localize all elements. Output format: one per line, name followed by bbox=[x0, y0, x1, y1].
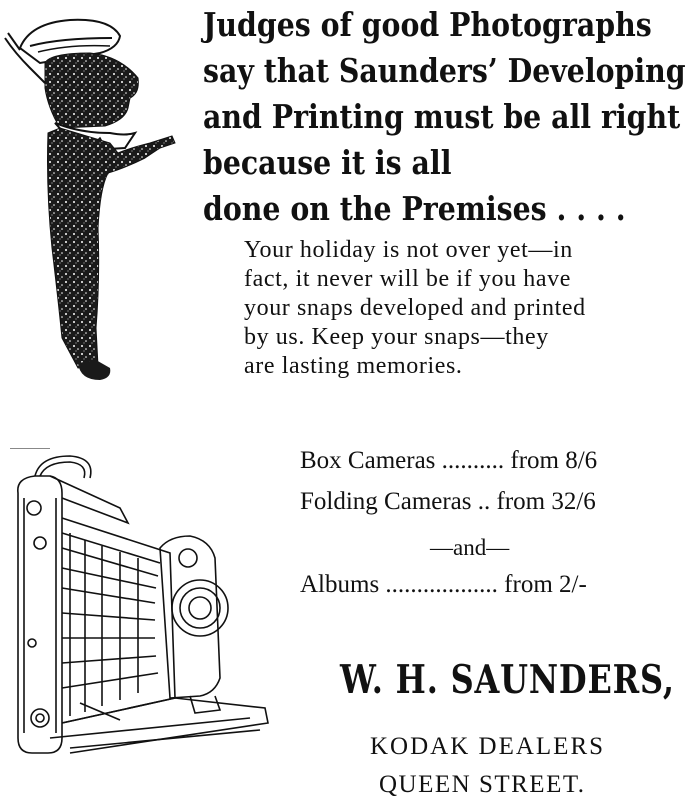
headline-line-3: and Printing must be all right bbox=[203, 97, 681, 136]
body-line-1: Your holiday is not over yet—in bbox=[244, 237, 573, 263]
headline-line-1: Judges of good Photographs bbox=[203, 5, 652, 44]
body-paragraph bbox=[244, 236, 684, 381]
store-dealers: KODAK DEALERS bbox=[370, 733, 606, 760]
body-line-3: your snaps developed and printed bbox=[244, 295, 586, 321]
price-albums: Albums .................. from 2/- bbox=[300, 571, 587, 598]
headline-line-4: because it is all bbox=[203, 143, 452, 182]
store-name: W. H. SAUNDERS, bbox=[340, 657, 675, 703]
body-line-4: by us. Keep your snaps—they bbox=[244, 324, 549, 350]
body-line-5: are lasting memories. bbox=[244, 353, 463, 379]
price-and-divider: —and— bbox=[430, 535, 510, 560]
headline bbox=[203, 2, 686, 232]
price-box-cameras: Box Cameras .......... from 8/6 bbox=[300, 447, 598, 474]
folding-camera-illustration bbox=[10, 448, 272, 768]
headline-line-2: say that Saunders’ Developing bbox=[203, 51, 686, 90]
store-street: QUEEN STREET. bbox=[379, 771, 586, 798]
price-folding-cameras: Folding Cameras .. from 32/6 bbox=[300, 488, 596, 515]
man-pointing-illustration bbox=[0, 8, 190, 388]
headline-line-5: done on the Premises . . . . bbox=[203, 189, 626, 228]
body-line-2: fact, it never will be if you have bbox=[244, 266, 571, 292]
